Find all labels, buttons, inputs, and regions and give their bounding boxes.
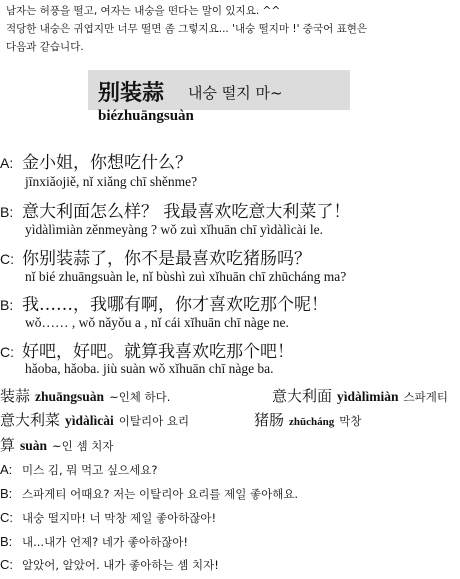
speaker-label: B: — [0, 297, 14, 313]
glossary-pinyin: zhūcháng — [289, 416, 335, 428]
pinyin-line-5: hǎoba, hǎoba. jiù suàn wǒ xǐhuān chī nàge ba. — [25, 361, 274, 376]
translation-line-1 — [0, 462, 157, 478]
speaker-label: A: — [0, 462, 13, 477]
glossary-item — [0, 409, 189, 430]
intro-line-3: 다음과 같습니다. — [6, 41, 84, 53]
glossary-pinyin: yìdàlìmiàn — [337, 389, 399, 404]
glossary-pinyin: zhuāngsuàn — [35, 389, 105, 404]
dialogue-line-4 — [0, 290, 328, 315]
glossary-item — [254, 409, 361, 430]
speaker-label: B: — [0, 204, 14, 220]
glossary-pinyin: yìdàlìcài — [65, 413, 114, 428]
glossary-chinese: 意大利面 — [272, 387, 333, 405]
speaker-label: C: — [0, 251, 14, 267]
translation-text: 내...내가 언제? 네가 좋아하잖아! — [22, 535, 188, 549]
translation-line-2 — [0, 486, 298, 502]
translation-text: 스파게티 어때요? 저는 이탈리아 요리를 제일 좋아해요. — [22, 487, 299, 501]
glossary-meaning: ~인 셈 치자 — [52, 439, 114, 453]
glossary-chinese: 装蒜 — [0, 387, 31, 405]
dialogue-line-5 — [0, 337, 294, 362]
speaker-label: C: — [0, 344, 14, 360]
translation-line-4 — [0, 534, 188, 550]
glossary-chinese: 算 — [0, 436, 16, 454]
translation-text: 알았어, 알았어. 내가 좋아하는 셈 치자! — [22, 558, 219, 572]
glossary-chinese: 猪肠 — [254, 411, 285, 429]
chinese-text: 金小姐，你想吃什么？ — [22, 153, 192, 173]
pinyin-line-3: nǐ bié zhuāngsuàn le, nǐ bùshì zuì xǐhuān chī zhūcháng ma? — [25, 269, 347, 284]
chinese-text: 我……，我哪有啊，你才喜欢吃那个呢！ — [22, 295, 328, 315]
title-pinyin: biézhuāngsuàn — [98, 108, 194, 124]
speaker-label: C: — [0, 557, 13, 572]
pinyin-line-2: yìdàlìmiàn zěnmeyàng ? wǒ zuì xǐhuān chī yìdàlìcài le. — [25, 222, 324, 237]
speaker-label: B: — [0, 486, 13, 501]
dialogue-line-3 — [0, 244, 311, 269]
title-korean: 내숭 떨지 마~ — [188, 84, 283, 102]
dialogue-line-2 — [0, 197, 350, 222]
glossary-meaning: 막창 — [339, 414, 362, 428]
chinese-text: 你别装蒜了，你不是最喜欢吃猪肠吗？ — [22, 249, 311, 269]
intro-line-1: 남자는 허풍을 떨고, 여자는 내숭을 떤다는 말이 있지요. ^^ — [6, 5, 281, 17]
glossary-meaning: 이탈리아 요리 — [118, 414, 190, 428]
glossary-item — [272, 385, 448, 406]
translation-text: 내숭 떨지마! 너 막창 제일 좋아하잖아! — [22, 511, 217, 525]
glossary-item — [0, 434, 113, 455]
translation-text: 미스 김, 뭐 먹고 싶으세요? — [22, 463, 158, 477]
title-chinese: 别装蒜 — [98, 80, 165, 106]
glossary-meaning: ~인체 하다. — [109, 390, 171, 404]
glossary-pinyin: suàn — [20, 438, 48, 453]
speaker-label: A: — [0, 155, 14, 171]
chinese-text: 意大利面怎么样？ 我最喜欢吃意大利菜了！ — [22, 202, 351, 222]
pinyin-line-4: wǒ…… , wǒ nǎyǒu a , nǐ cái xǐhuān chī nàge ne. — [25, 315, 289, 330]
speaker-label: B: — [0, 534, 13, 549]
translation-line-5 — [0, 557, 219, 573]
translation-line-3 — [0, 510, 216, 526]
pinyin-line-1: jīnxiǎojiě, nǐ xiǎng chī shěnme? — [25, 174, 198, 189]
dialogue-line-1 — [0, 148, 192, 173]
glossary-meaning: 스파게티 — [403, 390, 448, 404]
chinese-text: 好吧，好吧。就算我喜欢吃那个吧！ — [22, 342, 294, 362]
intro-line-2: 적당한 내숭은 귀엽지만 너무 떨면 좀 그렇지요... '내숭 떨지마 !' 중국어 표현은 — [6, 23, 367, 35]
glossary-item — [0, 385, 170, 406]
glossary-chinese: 意大利菜 — [0, 411, 61, 429]
speaker-label: C: — [0, 510, 13, 525]
